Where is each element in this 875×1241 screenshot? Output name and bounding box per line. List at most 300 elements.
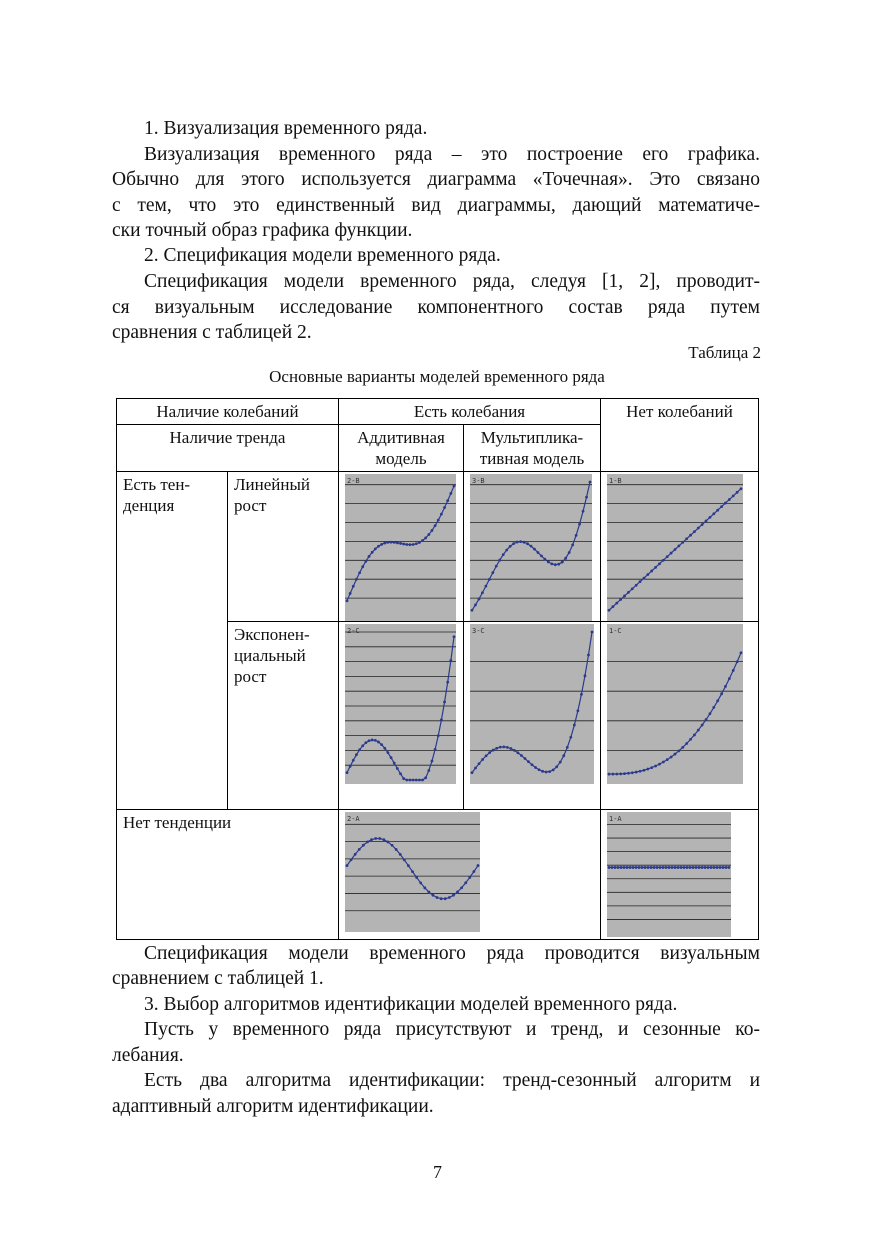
series-point: [716, 866, 719, 869]
series-point: [418, 779, 421, 782]
series-point: [427, 769, 430, 772]
series-point: [659, 866, 662, 869]
paragraph-comparison-line: Спецификация модели временного ряда проводится визуальным: [144, 943, 760, 964]
row-linear-growth: Линейный рост: [228, 472, 339, 622]
series-point: [534, 766, 537, 769]
series-point: [355, 753, 358, 756]
series-point: [387, 751, 390, 754]
series-point: [728, 866, 731, 869]
series-point: [635, 771, 638, 774]
header-has-oscillation: Есть колебания: [339, 399, 601, 425]
chart-label: 2-A: [347, 815, 360, 823]
paragraph-specification-heading: 2. Спецификация модели временного ряда.: [144, 245, 501, 266]
series-point: [399, 542, 402, 545]
series-point: [629, 866, 632, 869]
series-point: [623, 595, 626, 598]
series-point: [391, 844, 394, 847]
series-point: [740, 487, 743, 490]
series-point: [666, 555, 669, 558]
series-point: [396, 541, 399, 544]
series-point: [555, 765, 558, 768]
series-point: [564, 557, 567, 560]
series-point: [538, 768, 541, 771]
series-point: [415, 542, 418, 545]
series-point: [495, 747, 498, 750]
models-table: [116, 398, 759, 940]
series-point: [662, 866, 665, 869]
series-point: [644, 866, 647, 869]
series-point: [611, 605, 614, 608]
series-point: [368, 739, 371, 742]
paragraph-comparison-line: сравнением с таблицей 1.: [112, 968, 324, 989]
series-point: [720, 505, 723, 508]
series-point: [512, 542, 515, 545]
series-point: [440, 718, 443, 721]
series-point: [460, 886, 463, 889]
series-point: [516, 541, 519, 544]
series-point: [736, 491, 739, 494]
series-point: [530, 545, 533, 548]
row-exponential-growth: Экспонен-циальный рост: [228, 622, 339, 810]
series-point: [545, 771, 548, 774]
series-point: [437, 734, 440, 737]
series-point: [658, 763, 661, 766]
series-point: [548, 770, 551, 773]
series-point: [421, 779, 424, 782]
series-point: [557, 563, 560, 566]
series-point: [418, 541, 421, 544]
series-point: [689, 534, 692, 537]
series-point: [362, 844, 365, 847]
series-point: [409, 543, 412, 546]
series-point: [709, 516, 712, 519]
series-point: [498, 559, 501, 562]
series-point: [449, 659, 452, 662]
series-point: [578, 523, 581, 526]
series-point: [589, 481, 592, 484]
paragraph-algorithms-heading: 3. Выбор алгоритмов идентификации моделей временного ряда.: [144, 994, 678, 1015]
series-point: [670, 552, 673, 555]
series-point: [614, 866, 617, 869]
series-point: [509, 545, 512, 548]
chart-label: 3-B: [472, 477, 485, 485]
chart-linear-no-oscillation: [607, 474, 743, 621]
series-point: [712, 706, 715, 709]
series-point: [620, 866, 623, 869]
series-point: [371, 551, 374, 554]
series-point: [519, 540, 522, 543]
series-point: [608, 609, 611, 612]
series-point: [350, 858, 353, 861]
series-point: [412, 779, 415, 782]
series-point: [722, 866, 725, 869]
series-point: [631, 587, 634, 590]
series-point: [626, 866, 629, 869]
series-point: [632, 866, 635, 869]
series-point: [440, 513, 443, 516]
series-point: [662, 761, 665, 764]
series-point: [395, 848, 398, 851]
series-point: [665, 866, 668, 869]
series-point: [415, 779, 418, 782]
series-point: [608, 866, 611, 869]
series-point: [568, 551, 571, 554]
series-point: [623, 866, 626, 869]
series-point: [591, 631, 594, 634]
series-point: [383, 542, 386, 545]
chart-exponential-additive: [345, 624, 456, 784]
series-point: [732, 669, 735, 672]
series-point: [584, 674, 587, 677]
series-point: [704, 866, 707, 869]
table-number: Таблица 2: [688, 343, 761, 362]
series-point: [481, 758, 484, 761]
series-point: [492, 749, 495, 752]
series-point: [436, 896, 439, 899]
series-point: [566, 746, 569, 749]
series-point: [377, 741, 380, 744]
series-point: [582, 510, 585, 513]
series-point: [361, 744, 364, 747]
series-point: [543, 558, 546, 561]
row-has-trend: Есть тен-денция: [117, 472, 228, 810]
series-point: [719, 866, 722, 869]
series-point: [631, 771, 634, 774]
series-point: [361, 565, 364, 568]
series-point: [419, 882, 422, 885]
series-point: [611, 866, 614, 869]
series-point: [705, 718, 708, 721]
series-point: [358, 748, 361, 751]
series-point: [371, 739, 374, 742]
header-multiplicative-model: Мультиплика-тивная модель: [464, 425, 601, 472]
series-point: [478, 762, 481, 765]
series-point: [677, 749, 680, 752]
series-point: [698, 866, 701, 869]
series-point: [740, 651, 743, 654]
series-point: [716, 509, 719, 512]
series-point: [495, 565, 498, 568]
series-point: [527, 760, 530, 763]
series-point: [370, 838, 373, 841]
series-point: [569, 736, 572, 739]
series-point: [562, 754, 565, 757]
chart-linear-additive: [345, 474, 456, 621]
series-point: [505, 549, 508, 552]
series-point: [378, 837, 381, 840]
series-point: [346, 864, 349, 867]
series-point: [647, 866, 650, 869]
series-point: [399, 772, 402, 775]
series-point: [393, 762, 396, 765]
series-point: [627, 772, 630, 775]
series-point: [437, 519, 440, 522]
series-point: [349, 765, 352, 768]
series-point: [477, 864, 480, 867]
series-point: [725, 866, 728, 869]
series-point: [499, 746, 502, 749]
series-point: [575, 534, 578, 537]
series-point: [573, 724, 576, 727]
series-point: [541, 770, 544, 773]
series-line: [347, 839, 478, 899]
paragraph-identification-line: Есть два алгоритма идентификации: тренд-сезонный алгоритм и: [144, 1070, 760, 1091]
series-point: [671, 866, 674, 869]
series-point: [349, 592, 352, 595]
series-point: [674, 548, 677, 551]
chart-label: 1-C: [609, 627, 622, 635]
series-point: [403, 858, 406, 861]
series-point: [680, 866, 683, 869]
series-point: [481, 591, 484, 594]
series-point: [554, 563, 557, 566]
paragraph-visualization-line: Обычно для этого используется диаграмма «Точечная». Это связано: [112, 169, 760, 190]
paragraph-visualization-line: Визуализация временного ряда – это построение его графика.: [144, 144, 760, 165]
series-line: [347, 637, 454, 780]
series-point: [402, 777, 405, 780]
series-point: [509, 747, 512, 750]
series-point: [571, 543, 574, 546]
paragraph-trend-seasonal-line: лебания.: [112, 1045, 184, 1066]
series-point: [701, 724, 704, 727]
series-point: [488, 578, 491, 581]
series-point: [520, 754, 523, 757]
paragraph-visualization-heading: 1. Визуализация временного ряда.: [144, 118, 428, 139]
series-point: [380, 543, 383, 546]
series-point: [390, 756, 393, 759]
series-point: [656, 866, 659, 869]
series-point: [724, 502, 727, 505]
series-point: [409, 779, 412, 782]
paragraph-specification-line: ся визуальным исследование компонентного состав ряда путем: [112, 297, 760, 318]
series-point: [440, 897, 443, 900]
table-caption: Основные варианты моделей временного ряда: [269, 367, 605, 386]
series-point: [587, 654, 590, 657]
series-point: [709, 712, 712, 715]
series-point: [695, 866, 698, 869]
series-line: [609, 653, 741, 774]
series-point: [646, 573, 649, 576]
series-point: [677, 866, 680, 869]
series-point: [615, 773, 618, 776]
series-point: [352, 759, 355, 762]
series-point: [526, 542, 529, 545]
series-point: [434, 748, 437, 751]
series-point: [407, 864, 410, 867]
series-point: [366, 841, 369, 844]
chart-exponential-no-oscillation: [607, 624, 743, 784]
series-point: [377, 545, 380, 548]
series-point: [434, 524, 437, 527]
series-point: [468, 876, 471, 879]
series-point: [346, 599, 349, 602]
series-point: [701, 523, 704, 526]
series-point: [540, 555, 543, 558]
paragraph-identification-line: адаптивный алгоритм идентификации.: [112, 1096, 434, 1117]
series-point: [484, 585, 487, 588]
series-point: [641, 866, 644, 869]
series-point: [524, 757, 527, 760]
series-point: [383, 747, 386, 750]
series-point: [693, 530, 696, 533]
series-point: [444, 897, 447, 900]
series-point: [402, 543, 405, 546]
series-point: [728, 498, 731, 501]
series-point: [728, 677, 731, 680]
series-point: [352, 585, 355, 588]
header-no-oscillation: Нет колебаний: [601, 399, 759, 472]
series-point: [443, 506, 446, 509]
series-point: [638, 866, 641, 869]
series-point: [533, 548, 536, 551]
series-point: [374, 837, 377, 840]
series-point: [412, 543, 415, 546]
series-point: [662, 559, 665, 562]
series-point: [513, 749, 516, 752]
paragraph-visualization-line: ски точный образ графика функции.: [112, 220, 413, 241]
series-point: [736, 660, 739, 663]
series-point: [374, 739, 377, 742]
series-point: [488, 751, 491, 754]
series-point: [585, 496, 588, 499]
series-point: [552, 769, 555, 772]
series-point: [713, 866, 716, 869]
series-point: [382, 838, 385, 841]
series-point: [710, 866, 713, 869]
series-point: [411, 870, 414, 873]
series-point: [491, 571, 494, 574]
series-point: [674, 753, 677, 756]
series-point: [615, 602, 618, 605]
series-point: [654, 566, 657, 569]
series-point: [697, 527, 700, 530]
series-point: [689, 738, 692, 741]
series-point: [502, 745, 505, 748]
series-point: [580, 693, 583, 696]
series-point: [705, 520, 708, 523]
series-point: [537, 551, 540, 554]
page-number: 7: [433, 1162, 442, 1182]
paragraph-specification-line: сравнения с таблицей 2.: [112, 322, 312, 343]
chart-no-trend-no-oscillation: [607, 812, 731, 937]
series-point: [685, 742, 688, 745]
series-point: [666, 758, 669, 761]
series-point: [405, 779, 408, 782]
paragraph-trend-seasonal-line: Пусть у временного ряда присутствуют и тренд, и сезонные ко-: [144, 1019, 760, 1040]
series-point: [516, 751, 519, 754]
series-point: [431, 529, 434, 532]
series-point: [668, 866, 671, 869]
series-point: [399, 853, 402, 856]
series-point: [643, 769, 646, 772]
series-point: [423, 886, 426, 889]
series-point: [720, 692, 723, 695]
series-point: [405, 543, 408, 546]
paragraph-specification-line: Спецификация модели временного ряда, следуя [1, 2], проводит-: [144, 271, 760, 292]
series-point: [387, 541, 390, 544]
series-point: [396, 767, 399, 770]
row-no-trend: Нет тенденции: [117, 810, 339, 940]
series-point: [368, 555, 371, 558]
series-point: [415, 876, 418, 879]
series-point: [674, 866, 677, 869]
chart-label: 1-A: [609, 815, 622, 823]
series-point: [446, 499, 449, 502]
series-point: [639, 770, 642, 773]
chart-label: 3-C: [472, 627, 485, 635]
series-point: [474, 604, 477, 607]
series-point: [619, 772, 622, 775]
header-oscillation-presence: Наличие колебаний: [117, 399, 339, 425]
series-point: [358, 571, 361, 574]
series-point: [686, 866, 689, 869]
series-point: [421, 539, 424, 542]
series-point: [697, 729, 700, 732]
series-point: [635, 584, 638, 587]
series-point: [617, 866, 620, 869]
series-point: [653, 866, 656, 869]
series-point: [716, 699, 719, 702]
series-point: [670, 756, 673, 759]
series-point: [627, 591, 630, 594]
series-point: [707, 866, 710, 869]
series-point: [681, 541, 684, 544]
series-point: [446, 681, 449, 684]
series-point: [393, 541, 396, 544]
chart-no-trend-additive: [345, 812, 480, 932]
series-point: [693, 734, 696, 737]
series-point: [650, 570, 653, 573]
series-point: [506, 746, 509, 749]
header-trend-presence: Наличие тренда: [117, 425, 339, 472]
series-point: [427, 891, 430, 894]
series-point: [431, 760, 434, 763]
series-point: [387, 841, 390, 844]
series-point: [364, 560, 367, 563]
series-point: [547, 561, 550, 564]
series-point: [531, 763, 534, 766]
series-point: [685, 537, 688, 540]
series-point: [523, 541, 526, 544]
chart-linear-multiplicative: [470, 474, 592, 621]
series-point: [424, 537, 427, 540]
series-point: [692, 866, 695, 869]
series-point: [380, 743, 383, 746]
series-point: [456, 891, 459, 894]
series-point: [473, 870, 476, 873]
series-point: [346, 771, 349, 774]
series-point: [608, 773, 611, 776]
series-point: [611, 773, 614, 776]
series-point: [471, 771, 474, 774]
series-point: [432, 894, 435, 897]
series-point: [474, 767, 477, 770]
series-point: [643, 577, 646, 580]
series-point: [689, 866, 692, 869]
series-point: [712, 512, 715, 515]
series-point: [358, 848, 361, 851]
series-point: [354, 853, 357, 856]
series-point: [658, 562, 661, 565]
series-point: [355, 578, 358, 581]
series-point: [464, 881, 467, 884]
series-point: [427, 533, 430, 536]
series-point: [654, 765, 657, 768]
series-point: [724, 685, 727, 688]
chart-label: 2-C: [347, 627, 360, 635]
series-point: [452, 894, 455, 897]
series-point: [559, 761, 562, 764]
